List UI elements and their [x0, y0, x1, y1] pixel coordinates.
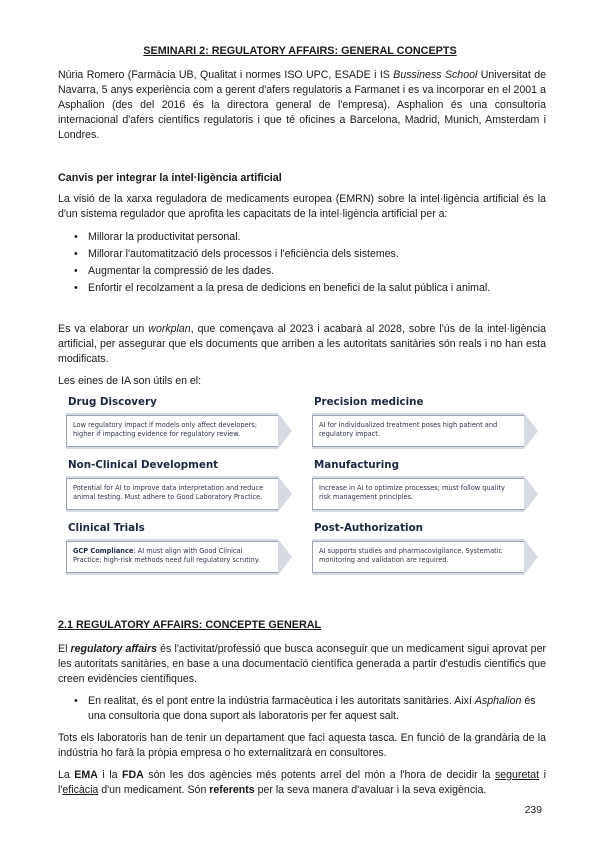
- list-item: [58, 694, 546, 724]
- ai-bullet-list: [58, 230, 546, 298]
- infographic-heading: Manufacturing: [314, 459, 399, 471]
- list-item: [58, 264, 546, 279]
- arrow-right-icon: [278, 539, 292, 575]
- list-item-text: Millorar l'automatització dels processos i l'eficiència dels sistemes.: [88, 248, 399, 260]
- tools-intro: Les eines de IA son útils en el:: [58, 375, 202, 387]
- infographic-text-content: : AI must align with Good Clinical Practice; high-risk methods need full regulatory scrutiny.: [73, 547, 260, 564]
- infographic-bold-prefix: GCP Compliance: [73, 547, 134, 555]
- list-item: [58, 281, 546, 296]
- ai-paragraph: La visió de la xarxa reguladora de medicaments europea (EMRN) sobre la intel·ligència artificial és la d'un sistema regulador que aprofita les capacitats de la intel·ligència artificial per a:: [58, 193, 546, 220]
- referents-term: referents: [209, 784, 255, 796]
- infographic-item-clinical-trials: [64, 521, 292, 579]
- ra-text: per la seva manera d'avaluar i la seva exigència.: [254, 784, 487, 796]
- workplan-paragraph: [58, 322, 546, 367]
- infographic-text-content: Increase in AI to optimize processes; must follow quality risk management principles.: [319, 484, 505, 501]
- list-item: [58, 230, 546, 245]
- workplan-italic: workplan: [148, 323, 191, 335]
- bullet-icon: •: [74, 265, 78, 277]
- ra-bullet-list: [58, 694, 546, 726]
- infographic-text-content: Low regulatory impact if models only affect developers; higher if impacting evidence for regulatory review.: [73, 421, 258, 438]
- ra-paragraph-1: [58, 642, 546, 687]
- arrow-right-icon: [524, 539, 538, 575]
- bullet-icon: •: [74, 231, 78, 243]
- list-item-text: Millorar la productivitat personal.: [88, 231, 241, 243]
- intro-text-1: Núria Romero (Farmàcia UB, Qualitat i normes ISO UPC, ESADE i IS: [58, 69, 394, 81]
- ra-text: d'un medicament. Són: [98, 784, 210, 796]
- arrow-right-icon: [278, 413, 292, 449]
- infographic-item-manufacturing: [310, 458, 538, 516]
- seguretat-term: seguretat: [494, 769, 540, 781]
- bullet-icon: •: [74, 695, 78, 707]
- infographic-text-content: AI supports studies and pharmacovigilance. Systematic monitoring and validation are required.: [319, 547, 503, 564]
- infographic-text: [312, 541, 524, 573]
- infographic-heading: Non-Clinical Development: [68, 459, 219, 471]
- ra-text: i l': [58, 769, 546, 796]
- infographic-item-non-clinical: [64, 458, 292, 516]
- page-number: 239: [524, 805, 542, 816]
- list-item-text: En realitat, és el pont entre la indústria farmacèutica i les autoritats sanitàries. Així: [88, 695, 475, 707]
- ai-uses-infographic: [64, 395, 540, 583]
- ra-text: i la: [97, 769, 122, 781]
- ra-heading: 2.1 REGULATORY AFFAIRS: CONCEPTE GENERAL: [58, 619, 322, 631]
- eficacia-term: eficàcia: [62, 784, 99, 796]
- infographic-text-content: AI for individualized treatment poses high patient and regulatory impact.: [319, 421, 498, 438]
- ra-term: regulatory affairs: [70, 643, 158, 655]
- infographic-text: [312, 415, 524, 447]
- list-item-text: Enfortir el recolzament a la presa de dedicions en benefici de la salut pública i animal.: [88, 282, 491, 294]
- infographic-heading: Clinical Trials: [68, 522, 145, 534]
- infographic-item-drug-discovery: [64, 395, 292, 453]
- fda-term: FDA: [121, 769, 144, 781]
- infographic-text-content: Potential for AI to improve data interpretation and reduce animal testing. Must adhere to Good Laboratory Practice.: [73, 484, 264, 501]
- bullet-icon: •: [74, 248, 78, 260]
- arrow-right-icon: [278, 476, 292, 512]
- list-item-text: és una consultoria que dona suport als laboratoris per fer aquest salt.: [88, 695, 536, 722]
- ra-text: La: [58, 769, 75, 781]
- ra-text: són les dos agències més potents arrel del món a l'hora de decidir la: [143, 769, 495, 781]
- infographic-item-precision-medicine: [310, 395, 538, 453]
- bullet-icon: •: [74, 282, 78, 294]
- infographic-heading: Post-Authorization: [314, 522, 423, 534]
- workplan-text-2: , que començava al 2023 i acabarà al 2028, sobre l'ús de la intel·ligència artificial, per assegurar que els documents que arriben a les autoritats sanitàries són reals i no han esta modificats.: [58, 323, 546, 365]
- infographic-text: [312, 478, 524, 510]
- intro-text-2: Universitat de Navarra, 5 anys experiència com a gerent d'afers regulatoris a Farmanet i es va incorporar en el 2001 a Asphalion (des del 2016 és la directora general de l'empresa). Asphalion és una consultoria internacional d'afers científics regulatoris i que té oficines a Barcelona, Madrid, Munich, Amsterdam i Londres.: [58, 69, 546, 141]
- intro-italic: Bussiness School: [393, 69, 478, 81]
- infographic-item-post-authorization: [310, 521, 538, 579]
- list-item-text: Augmentar la compressió de les dades.: [88, 265, 275, 277]
- ai-heading: Canvis per integrar la intel·ligència artificial: [58, 172, 282, 184]
- ra-text: El: [58, 643, 71, 655]
- infographic-text: [66, 478, 278, 510]
- list-item: [58, 247, 546, 262]
- ra-paragraph-2: Tots els laboratoris han de tenir un departament que faci aquesta tasca. En funció de la grandària de la indústria ho farà la pròpia empresa o ho externalitzarà en consultores.: [58, 732, 546, 759]
- infographic-heading: Precision medicine: [314, 396, 424, 408]
- infographic-heading: Drug Discovery: [68, 396, 157, 408]
- workplan-text-1: Es va elaborar un: [58, 323, 149, 335]
- infographic-text: [66, 541, 278, 573]
- intro-paragraph: [58, 68, 546, 143]
- list-item-italic: Asphalion: [474, 695, 522, 707]
- ra-paragraph-3: [58, 768, 546, 798]
- arrow-right-icon: [524, 413, 538, 449]
- infographic-text: [66, 415, 278, 447]
- ema-term: EMA: [74, 769, 98, 781]
- ra-text: és l'activitat/professió que busca aconseguir que un medicament sigui aprovat per les autoritats sanitàries, en base a una documentació científica generada a partir d'estudis científics que creen evidències científiques.: [58, 643, 546, 685]
- arrow-right-icon: [524, 476, 538, 512]
- page-title: SEMINARI 2: REGULATORY AFFAIRS: GENERAL CONCEPTS: [143, 45, 457, 57]
